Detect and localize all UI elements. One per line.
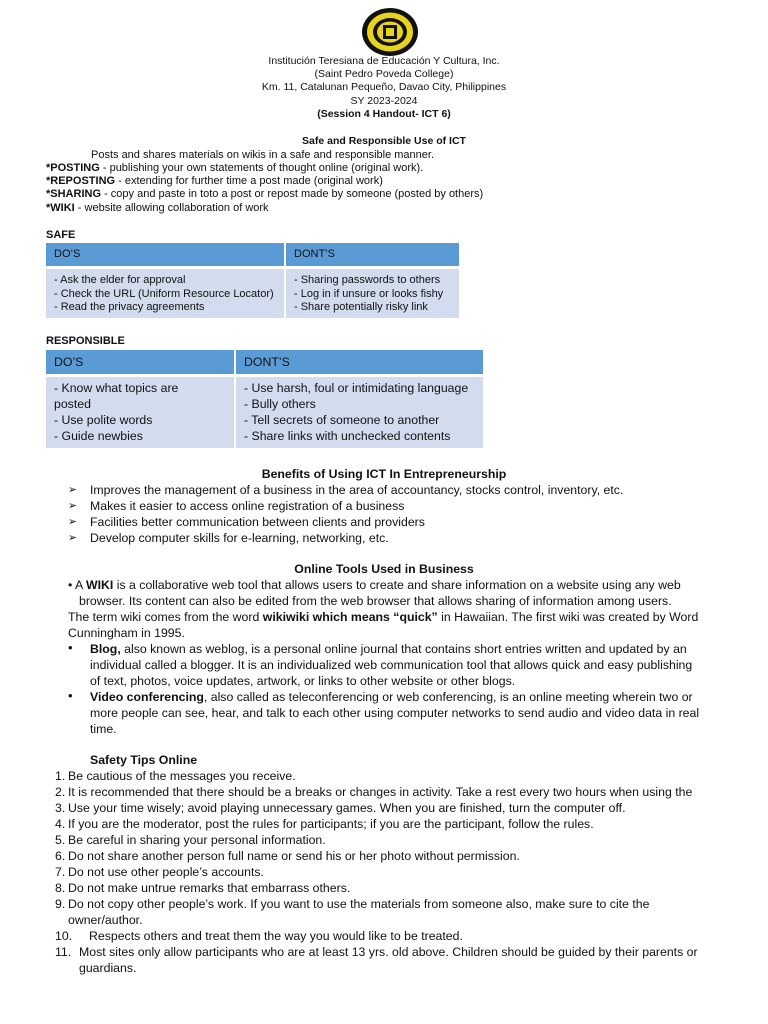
tools-title: Online Tools Used in Business — [294, 562, 474, 576]
tip-item: 9. Do not copy other people’s work. If you want to use the materials from someone also, make sure to cite the — [55, 897, 650, 911]
benefits-list — [68, 482, 623, 546]
term-posting: *POSTING - publishing your own statements of thought online (original work). — [46, 162, 424, 174]
safe-dos-header: DO’S — [46, 243, 286, 266]
wiki-line-2: browser. Its content can also be edited from the web browser that allows sharing of information among users. — [79, 594, 672, 608]
responsible-heading: RESPONSIBLE — [46, 335, 125, 347]
tip-item-continued: owner/author. — [68, 913, 143, 927]
safe-heading: SAFE — [46, 229, 76, 241]
responsible-do-item: - Guide newbies — [54, 429, 143, 443]
benefit-item: ➢ Makes it easier to access online registration of a business — [68, 498, 623, 514]
responsible-dos-header: DO’S — [46, 350, 236, 374]
video-line-3: time. — [90, 722, 117, 736]
responsible-dont-item: - Share links with unchecked contents — [244, 429, 451, 443]
term-sharing: *SHARING - copy and paste in toto a post or repost made by someone (posted by others) — [46, 188, 484, 200]
tip-item: 8. Do not make untrue remarks that embarrass others. — [55, 881, 351, 895]
wiki-line-4: Cunningham in 1995. — [68, 626, 185, 640]
tip-item: 2. It is recommended that there should be a breaks or changes in activity. Take a rest every two hours when using the — [55, 785, 693, 799]
intro-lead: Posts and shares materials on wikis in a safe and responsible manner. — [91, 149, 435, 161]
tip-item: 7. Do not use other people’s accounts. — [55, 865, 264, 879]
responsible-dont-item: - Bully others — [244, 397, 316, 411]
term-wiki: *WIKI - website allowing collaboration of work — [46, 202, 269, 214]
bullet-icon: • — [68, 640, 73, 655]
responsible-donts-header: DONT’S — [244, 355, 290, 369]
tip-item: 10. Respects others and treat them the way you would like to be treated. — [55, 929, 463, 943]
responsible-dos-cell — [46, 377, 236, 448]
safe-dont-item: - Sharing passwords to others — [294, 274, 441, 286]
tip-item: 4. If you are the moderator, post the rules for participants; if you are the participant, follow the rules. — [55, 817, 594, 831]
responsible-do-item: posted — [54, 397, 91, 411]
institution-name: Institución Teresiana de Educación Y Cultura, Inc. — [268, 55, 500, 67]
blog-line-1: Blog, also known as weblog, is a personal online journal that contains short entries written and updated by an — [90, 642, 687, 656]
responsible-do-item: - Use polite words — [54, 413, 153, 427]
address: Km. 11, Catalunan Pequeño, Davao City, Philippines — [261, 81, 507, 93]
safe-do-item: - Check the URL (Uniform Resource Locator) — [54, 287, 274, 300]
bullet-icon: • — [68, 578, 76, 592]
tips-list — [55, 768, 745, 976]
benefits-title: Benefits of Using ICT In Entrepreneurship — [261, 467, 507, 481]
term-reposting: *REPOSTING - extending for further time a post made (original work) — [46, 175, 383, 187]
safe-do-item: - Read the privacy agreements — [54, 301, 205, 313]
session-label: (Session 4 Handout- ICT 6) — [317, 108, 451, 120]
safe-dont-item: - Log in if unsure or looks fishy — [294, 287, 444, 300]
tip-item: 1. Be cautious of the messages you receive. — [55, 769, 296, 783]
school-seal-logo — [361, 7, 419, 57]
benefit-item: ➢ Develop computer skills for e-learning, networking, etc. — [68, 530, 623, 546]
tips-title: Safety Tips Online — [90, 753, 198, 767]
responsible-donts-cell — [236, 377, 483, 448]
section-title-safe-responsible: Safe and Responsible Use of ICT — [302, 135, 466, 147]
video-line-2: more people can see, hear, and talk to each other using computer networks to send audio and video data in real — [90, 706, 700, 720]
responsible-do-item: - Know what topics are — [54, 381, 179, 395]
tip-item-continued: guardians. — [79, 961, 137, 975]
tip-item: 6. Do not share another person full name or send his or her photo without permission. — [55, 849, 520, 863]
blog-line-3: of text, photos, voice updates, artwork, or links to other website or other blogs. — [90, 674, 516, 688]
tip-item: 5. Be careful in sharing your personal information. — [55, 833, 326, 847]
bullet-icon: • — [68, 688, 73, 703]
safe-table — [46, 243, 459, 318]
benefit-item: ➢ Improves the management of a business in the area of accountancy, stocks control, inventory, etc. — [68, 482, 623, 498]
video-line-1: Video conferencing, also called as teleconferencing or web conferencing, is an online meeting wherein two or — [90, 690, 693, 704]
wiki-line-1: • A WIKI is a collaborative web tool that allows users to create and share information on a website using any web — [68, 578, 681, 592]
tip-item: 11. Most sites only allow participants who are at least 13 yrs. old above. Children should be guided by their parents or — [55, 945, 698, 959]
safe-donts-header: DONT’S — [294, 248, 335, 260]
college-name: (Saint Pedro Poveda College) — [314, 68, 454, 80]
safe-do-item: - Ask the elder for approval — [54, 274, 186, 286]
responsible-dont-item: - Use harsh, foul or intimidating language — [244, 381, 469, 395]
benefit-item: ➢ Facilities better communication between clients and providers — [68, 514, 623, 530]
responsible-dont-item: - Tell secrets of someone to another — [244, 413, 440, 427]
safe-dont-item: - Share potentially risky link — [294, 301, 428, 313]
wiki-line-3: The term wiki comes from the word wikiwiki which means “quick” in Hawaiian. The first wiki was created by Word — [68, 610, 699, 624]
responsible-table — [46, 350, 483, 448]
blog-line-2: individual called a blogger. It is an individualized web communication tool that allows quick and easy publishing — [90, 658, 693, 672]
safe-donts-cell — [286, 269, 459, 318]
tip-item: 3. Use your time wisely; avoid playing unnecessary games. When you are finished, turn the computer off. — [55, 801, 626, 815]
safe-dos-cell — [46, 269, 286, 318]
school-year: SY 2023-2024 — [350, 95, 418, 107]
